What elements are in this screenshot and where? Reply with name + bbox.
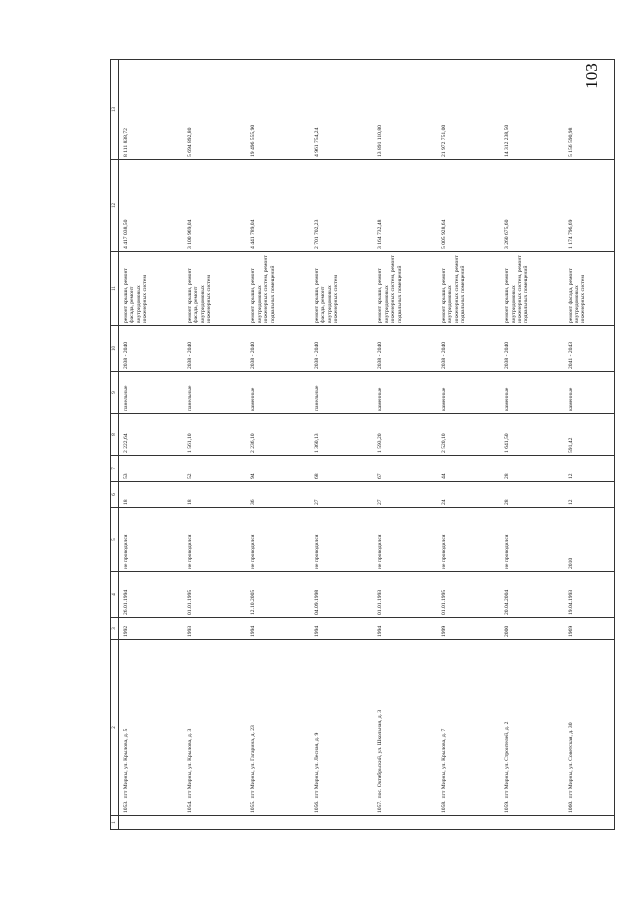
table-row (373, 60, 436, 830)
column-header: 7 (111, 456, 119, 482)
cost-cell: 1 174 796,69 (564, 160, 615, 252)
page-number: 103 (582, 63, 601, 89)
cost-cell: 3 260 675,60 (500, 160, 563, 252)
floors-cell: 18 (119, 482, 184, 508)
privatization-date-cell: 12.10.2005 (246, 572, 309, 618)
period-cell: 2038 - 2040 (500, 326, 563, 372)
last-repair-cell: 2010 (564, 508, 615, 572)
column-header: 1 (111, 816, 119, 830)
year-cell: 1969 (564, 618, 615, 640)
cost-cell: 3 100 969,04 (183, 160, 246, 252)
row-number: 1057. (377, 800, 384, 813)
cost-cell: 2 701 702,23 (310, 160, 373, 252)
row-number: 1059. (504, 800, 511, 813)
address: пгт Мирны, ул. Лесная, д. 9 (313, 732, 320, 799)
last-repair-cell: не проводился (246, 508, 309, 572)
area-cell: 2 520,10 (437, 414, 500, 456)
period-cell: 2038 - 2040 (119, 326, 184, 372)
privatization-date-cell: 19.04.1993 (564, 572, 615, 618)
address: пгт Мирны, ул. Гагарина, д. 23 (250, 725, 257, 799)
privatization-date-cell: 01.01.1993 (373, 572, 436, 618)
floors-cell: 12 (564, 482, 615, 508)
works-cell: ремонт крыши, ремонт внутридомовых инженерных систем, ремонт подвальных помещений (373, 252, 436, 326)
address-cell (564, 640, 615, 816)
walls-cell: каменные (246, 372, 309, 414)
privatization-date-cell: 01.01.1995 (437, 572, 500, 618)
area-cell: 1 641,50 (500, 414, 563, 456)
total-cell: 8 111 838,72 (119, 60, 184, 160)
privatization-date-cell: 20.04.2004 (500, 572, 563, 618)
total-cell: 13 891 110,80 (373, 60, 436, 160)
total-cell: 5 694 892,80 (183, 60, 246, 160)
column-header: 5 (111, 508, 119, 572)
year-cell: 1994 (310, 618, 373, 640)
last-repair-cell: не проводился (437, 508, 500, 572)
walls-cell: каменные (500, 372, 563, 414)
area-cell: 2 236,10 (246, 414, 309, 456)
column-header: 12 (111, 160, 119, 252)
address-cell (373, 640, 436, 816)
column-number-row (111, 60, 119, 830)
walls-cell: каменные (437, 372, 500, 414)
walls-cell: панельные (119, 372, 184, 414)
total-cell: 4 961 754,24 (310, 60, 373, 160)
area-cell: 1 561,10 (183, 414, 246, 456)
works-cell: ремонт крыши, ремонт внутридомовых инженерных систем, ремонт подвальных помещений (246, 252, 309, 326)
cost-cell: 4 441 789,04 (246, 160, 309, 252)
table-row (437, 60, 500, 830)
period-cell: 2038 - 2040 (373, 326, 436, 372)
column-header: 2 (111, 640, 119, 816)
apartments-cell: 28 (500, 456, 563, 482)
period-cell: 2038 - 2040 (183, 326, 246, 372)
row-number-cell (500, 816, 563, 830)
floors-cell: 24 (437, 482, 500, 508)
year-cell: 1993 (183, 618, 246, 640)
apartments-cell: 67 (373, 456, 436, 482)
total-cell: 5 156 590,98 (564, 60, 615, 160)
column-header: 6 (111, 482, 119, 508)
column-header: 4 (111, 572, 119, 618)
last-repair-cell: не проводился (500, 508, 563, 572)
total-cell: 21 972 751,00 (437, 60, 500, 160)
column-header: 10 (111, 326, 119, 372)
floors-cell: 27 (310, 482, 373, 508)
year-cell: 1992 (119, 618, 184, 640)
row-number: 1053. (123, 800, 129, 813)
table-row (310, 60, 373, 830)
repair-program-table (110, 59, 615, 830)
apartments-cell: 94 (246, 456, 309, 482)
row-number-cell (119, 816, 184, 830)
privatization-date-cell: 04.09.1998 (310, 572, 373, 618)
total-cell: 14 312 238,50 (500, 60, 563, 160)
column-header: 9 (111, 372, 119, 414)
row-number: 1054. (187, 800, 194, 813)
last-repair-cell: не проводился (183, 508, 246, 572)
year-cell: 2000 (500, 618, 563, 640)
column-header: 11 (111, 252, 119, 326)
address-cell (310, 640, 373, 816)
table-row (564, 60, 615, 830)
address: пгт Мирны, ул. Крылова, д. 7 (440, 728, 447, 799)
table-row (500, 60, 563, 830)
address-cell (183, 640, 246, 816)
year-cell: 1999 (437, 618, 500, 640)
row-number-cell (246, 816, 309, 830)
table-container (110, 60, 615, 830)
privatization-date-cell: 26.01.1994 (119, 572, 184, 618)
cost-cell: 4 417 038,50 (119, 160, 184, 252)
apartments-cell: 52 (183, 456, 246, 482)
floors-cell: 28 (500, 482, 563, 508)
table-row (119, 60, 184, 830)
row-number-cell (564, 816, 615, 830)
row-number: 1055. (250, 800, 257, 813)
period-cell: 2041 - 2043 (564, 326, 615, 372)
last-repair-cell: не проводился (310, 508, 373, 572)
area-cell: 1 360,13 (310, 414, 373, 456)
last-repair-cell: не проводился (373, 508, 436, 572)
row-number-cell (183, 816, 246, 830)
period-cell: 2038 - 2040 (310, 326, 373, 372)
floors-cell: 27 (373, 482, 436, 508)
period-cell: 2038 - 2040 (246, 326, 309, 372)
row-number: 1058. (440, 800, 447, 813)
row-number: 1056. (313, 800, 320, 813)
works-cell: ремонт крыши, ремонт внутридомовых инженерных систем, ремонт подвальных помещений (500, 252, 563, 326)
apartments-cell: 44 (437, 456, 500, 482)
address: пгт Мирны, ул. Советская, д. 30 (567, 722, 574, 799)
address-cell (246, 640, 309, 816)
row-number-cell (373, 816, 436, 830)
works-cell: ремонт крыши, ремонт фасада, ремонт внутридомовых инженерных систем (119, 252, 184, 326)
works-cell: ремонт крыши, ремонт фасада, ремонт внутридомовых инженерных систем (183, 252, 246, 326)
address: пос. Октябрьский, ул. Школьная, д. 3 (377, 709, 384, 799)
year-cell: 1994 (246, 618, 309, 640)
area-cell: 1 593,20 (373, 414, 436, 456)
row-number: 1060. (567, 800, 574, 813)
last-repair-cell: не проводился (119, 508, 184, 572)
period-cell: 2038 - 2040 (437, 326, 500, 372)
address-cell (119, 640, 184, 816)
column-header: 3 (111, 618, 119, 640)
table-row (246, 60, 309, 830)
year-cell: 1994 (373, 618, 436, 640)
area-cell: 591,42 (564, 414, 615, 456)
walls-cell: панельные (183, 372, 246, 414)
cost-cell: 5 005 928,64 (437, 160, 500, 252)
apartments-cell: 68 (310, 456, 373, 482)
column-header: 13 (111, 60, 119, 160)
apartments-cell: 53 (119, 456, 184, 482)
works-cell: ремонт крыши, ремонт внутридомовых инженерных систем, ремонт подвальных помещений (437, 252, 500, 326)
walls-cell: панельные (310, 372, 373, 414)
walls-cell: каменные (564, 372, 615, 414)
area-cell: 2 222,64 (119, 414, 184, 456)
apartments-cell: 12 (564, 456, 615, 482)
row-number-cell (310, 816, 373, 830)
floors-cell: 18 (183, 482, 246, 508)
privatization-date-cell: 01.01.1995 (183, 572, 246, 618)
row-number-cell (437, 816, 500, 830)
floors-cell: 36 (246, 482, 309, 508)
total-cell: 19 496 555,90 (246, 60, 309, 160)
walls-cell: каменные (373, 372, 436, 414)
column-header: 8 (111, 414, 119, 456)
cost-cell: 3 164 732,48 (373, 160, 436, 252)
address: пгт Мирны, ул. Строителей, д. 2 (504, 721, 511, 799)
works-cell: ремонт крыши, ремонт фасада, ремонт внутридомовых инженерных систем (310, 252, 373, 326)
works-cell: ремонт фасада, ремонт внутридомовых инженерных систем (564, 252, 615, 326)
table-row (183, 60, 246, 830)
address-cell (437, 640, 500, 816)
address: пгт Мирны, ул. Крылова, д. 5 (123, 728, 129, 799)
address-cell (500, 640, 563, 816)
address: пгт Мирны, ул. Крылова, д. 3 (187, 728, 194, 799)
